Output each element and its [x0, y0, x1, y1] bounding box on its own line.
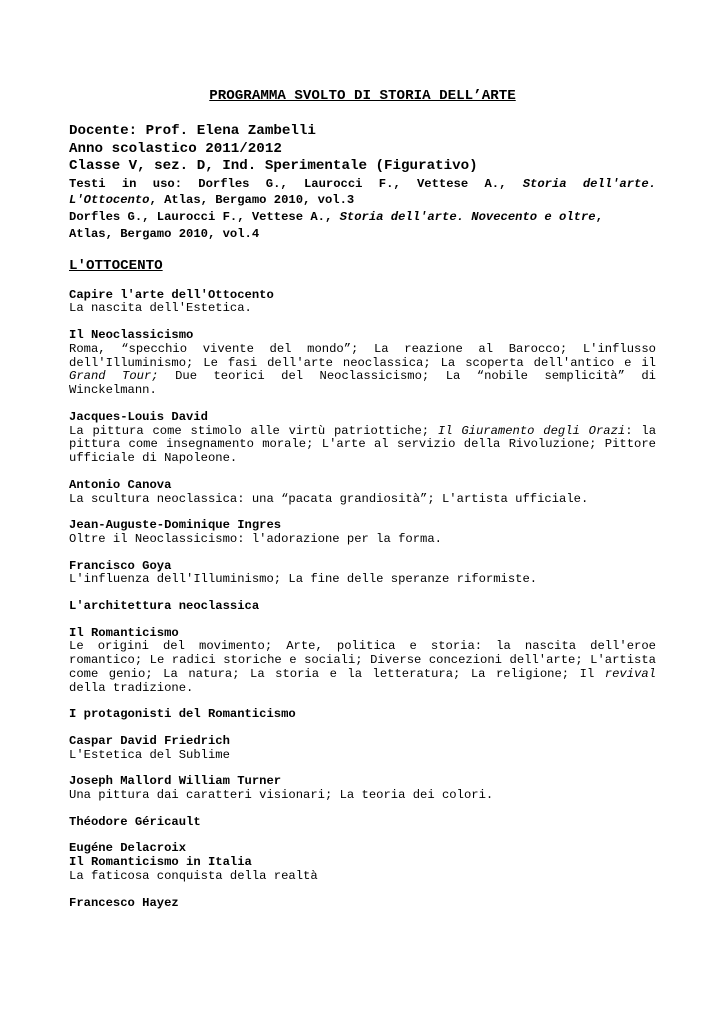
entry-title: Eugéne Delacroix	[69, 841, 187, 856]
entry-body: Oltre il Neoclassicismo: l'adorazione per la forma.	[69, 532, 442, 547]
entry-title: Jacques-Louis David	[69, 409, 208, 424]
entry-title: Théodore Géricault	[69, 814, 201, 829]
entry-title: Il Romanticismo	[69, 625, 179, 640]
entry-title: Francesco Hayez	[69, 895, 179, 910]
teacher-line: Docente: Prof. Elena Zambelli	[69, 123, 316, 139]
textbooks-line-2: L'Ottocento, Atlas, Bergamo 2010, vol.3	[69, 193, 355, 208]
entry-body: La pittura come stimolo alle virtù patriottiche; Il Giuramento degli Orazi: la pittura come insegnamento morale; L'arte al servizio della Rivoluzione; Pittore ufficiale di Napoleone.	[69, 423, 657, 466]
entry-body: Roma, “specchio vivente del mondo”; La reazione al Barocco; L'influsso dell'Illuminismo; Le fasi dell'arte neoclassica; La scoperta dell'antico e il Grand Tour; Due teorici del Neoclassicismo; La “nobile semplicità” di Winckelmann.	[69, 341, 656, 398]
entry-romanticismo	[69, 627, 656, 696]
textbooks-line-4: Atlas, Bergamo 2010, vol.4	[69, 226, 260, 241]
entry-body: L'Estetica del Sublime	[69, 747, 230, 762]
entry-title: I protagonisti del Romanticismo	[69, 707, 296, 722]
class-line: Classe V, sez. D, Ind. Sperimentale (Figurativo)	[69, 158, 478, 174]
entry-canova	[69, 479, 656, 507]
entry-body: L'influenza dell'Illuminismo; La fine delle speranze riformiste.	[69, 572, 538, 587]
textbooks-block	[69, 176, 656, 243]
entry-body: Una pittura dai caratteri visionari; La teoria dei colori.	[69, 788, 494, 803]
entry-title: Antonio Canova	[69, 477, 172, 492]
entry-hayez	[69, 897, 656, 911]
entry-title: Jean-Auguste-Dominique Ingres	[69, 518, 282, 533]
document-page	[69, 86, 656, 923]
document-title: PROGRAMMA SVOLTO DI STORIA DELL’ARTE	[209, 88, 516, 104]
entry-goya	[69, 560, 656, 588]
textbooks-line-3: Dorfles G., Laurocci F., Vettese A., Storia dell'arte. Novecento e oltre,	[69, 210, 603, 225]
entry-david	[69, 411, 656, 466]
textbooks-line-1: Testi in uso: Dorfles G., Laurocci F., Vettese A., Storia dell'arte.	[69, 176, 657, 191]
entry-architettura	[69, 600, 656, 614]
section-heading-ottocento: L'OTTOCENTO	[69, 257, 163, 274]
entry-body: La nascita dell'Estetica.	[69, 301, 252, 316]
entry-ingres	[69, 519, 656, 547]
entry-neoclassicismo	[69, 329, 656, 398]
entry-title: Joseph Mallord William Turner	[69, 774, 282, 789]
entry-body: Le origini del movimento; Arte, politica e storia: la nascita dell'eroe romantico; Le radici storiche e sociali; Diverse concezioni dell'arte; L'artista come genio; La natura; La storia e la letteratura; La religione; Il revival della tradizione.	[69, 639, 656, 695]
entry-title: Francisco Goya	[69, 558, 172, 573]
entry-body: La faticosa conquista della realtà	[69, 868, 318, 883]
entry-title: Caspar David Friedrich	[69, 733, 230, 748]
entry-turner	[69, 775, 656, 803]
entry-friedrich	[69, 735, 656, 763]
entry-capire	[69, 289, 656, 317]
entry-delacroix	[69, 842, 656, 883]
entry-protagonisti	[69, 708, 656, 722]
entry-gericault	[69, 816, 656, 830]
entry-title: L'architettura neoclassica	[69, 599, 260, 614]
entry-subtitle: Il Romanticismo in Italia	[69, 855, 252, 870]
entry-title: Il Neoclassicismo	[69, 328, 194, 343]
entry-title: Capire l'arte dell'Ottocento	[69, 287, 274, 302]
entry-body: La scultura neoclassica: una “pacata grandiosità”; L'artista ufficiale.	[69, 491, 589, 506]
school-year-line: Anno scolastico 2011/2012	[69, 140, 282, 157]
